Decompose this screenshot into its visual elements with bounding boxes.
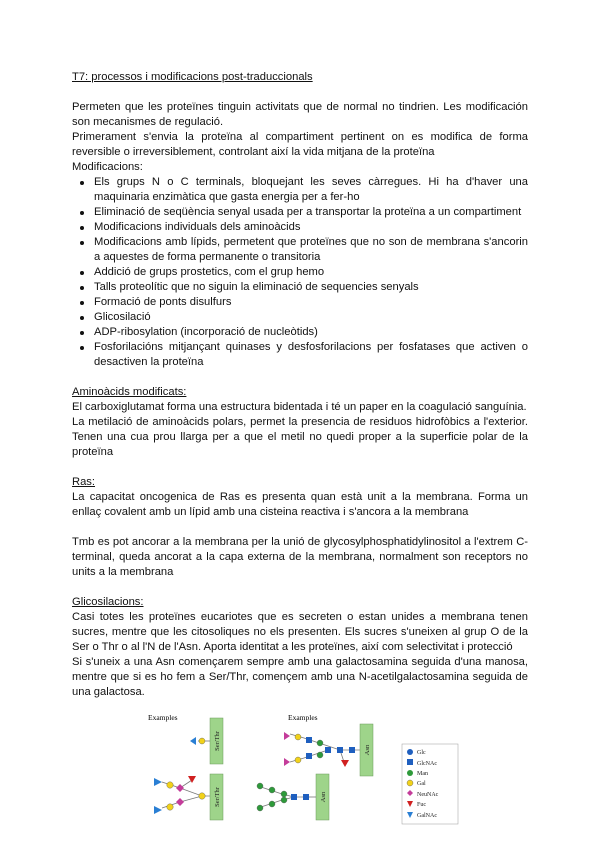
legend-label: GlcNAc (417, 761, 437, 767)
man-icon (257, 805, 263, 811)
list-item: Addició de grups prostetics, com el grup hemo (94, 265, 528, 280)
glcnac-icon (291, 794, 297, 800)
list-item: ADP-ribosylation (incorporació de nucleòtids) (94, 325, 528, 340)
modifications-label: Modificacions: (72, 161, 143, 173)
neunac-icon (284, 758, 290, 766)
gal-icon (199, 738, 205, 744)
list-item: Eliminació de seqüència senyal usada per a transportar la proteïna a un compartiment (94, 205, 528, 220)
legend-label: Glc (417, 750, 426, 756)
list-item: Fosforilacións mitjançant quinases y desfosforilacions per fosfatases que activen o desactiven la proteïna (94, 341, 528, 368)
list-item: Talls proteolític que no siguin la eliminació de sequencies senyals (94, 280, 528, 295)
aminoacids-paragraph: El carboxiglutamat forma una estructura bidentada i té un paper en la coagulació sanguínia. (72, 401, 527, 413)
list-item: Els grups N o C terminals, bloquejant les seves càrregues. Hi ha d'haver una maquinaria enzimàtica que gasta energia per a fer-ho (94, 176, 528, 203)
list-item: Modificacions amb lípids, permetent que proteïnes que no son de membrana s'ancorin a aquestes de forma permanente o transitoria (94, 236, 528, 263)
glcnac-icon (349, 747, 355, 753)
legend-label: NeuNAc (417, 792, 439, 798)
modifications-list (72, 175, 528, 370)
man-icon (317, 740, 323, 746)
list-item: Modificacions individuals dels aminoàcids (94, 220, 528, 235)
galnac-icon (190, 737, 196, 745)
glcnac-icon (303, 794, 309, 800)
neunac-icon (176, 798, 184, 806)
aminoacids-paragraph: La metilació de aminoàcids polars, permet la presencia de residuos hidrofòbics a l'exterior. Tenen una cua prou llarga per a que el metil no quedi proper a la superficie polar de la proteïna (72, 416, 528, 458)
list-item: Formació de ponts disulfurs (94, 295, 528, 310)
man-icon (269, 801, 275, 807)
glcnac-icon (337, 747, 343, 753)
glycosylation-diagram (140, 710, 470, 828)
neunac-icon (176, 784, 184, 792)
man-icon (281, 791, 287, 797)
legend-label: Man (417, 771, 428, 777)
spacer (72, 520, 528, 535)
asn-bar-label: Asn (364, 744, 371, 756)
galnac-icon (154, 778, 162, 786)
gal-icon (199, 793, 205, 799)
glicosilacions-heading: Glicosilacions: (72, 596, 144, 608)
glicosilacions-paragraph: Casi totes les proteïnes eucariotes que es secreten o estan unides a membrana tenen sucres, mentre que les citosoliques no els presenten. Els sucres s'uneixen al grup O de la Ser o Thr o al l'N de l'Asn. Aporta identitat a les proteïnes, així com selectivitat i protecció (72, 611, 528, 653)
ras-heading: Ras: (72, 476, 96, 488)
ser-thr-bar-label: Ser/Thr (214, 731, 221, 751)
list-item: Glicosilació (94, 310, 528, 325)
man-icon (269, 787, 275, 793)
man-icon (257, 783, 263, 789)
ser-thr-bar-label: Ser/Thr (214, 787, 221, 807)
document-title: T7: processos i modificacions post-traduccionals (72, 71, 313, 83)
fuc-icon (341, 760, 349, 767)
document-page (72, 70, 528, 700)
ras-paragraph: La capacitat oncogenica de Ras es presenta quan està unit a la membrana. Forma un enllaç covalent amb un lípid amb una cisteina reactiva i s'ancora a la membrana (72, 491, 528, 518)
glycosylation-figure (140, 710, 470, 828)
gal-icon (295, 757, 301, 763)
gal-icon (167, 782, 173, 788)
asn-bar-label: Asn (320, 791, 327, 803)
glcnac-icon (407, 759, 413, 765)
neunac-icon (284, 732, 290, 740)
aminoacids-heading: Aminoàcids modificats: (72, 386, 187, 398)
glycan-legend (402, 744, 458, 824)
glc-icon (407, 749, 413, 755)
gal-icon (407, 780, 413, 786)
glcnac-icon (306, 753, 312, 759)
legend-label: Gal (417, 781, 426, 787)
galnac-icon (154, 806, 162, 814)
gal-icon (167, 804, 173, 810)
examples-label-left: Examples (148, 713, 178, 722)
gal-icon (295, 734, 301, 740)
glicosilacions-paragraph: Si s'uneix a una Asn començarem sempre amb una galactosamina seguida d'una manosa, mentre que si es ho fem a Ser/Thr, començem amb una N-acetilgalactosamina seguida de una galactosa. (72, 656, 528, 698)
legend-label: GalNAc (417, 813, 437, 819)
legend-label: Fuc (417, 802, 426, 808)
ras-paragraph: Tmb es pot ancorar a la membrana per la unió de glycosylphosphatidylinositol a l'extrem C-terminal, queda ancorat a la capa externa de la membrana, normalment son receptors no units a la membrana (72, 536, 528, 578)
glcnac-icon (306, 737, 312, 743)
intro-paragraph: Primerament s'envia la proteïna al compartiment pertinent on es modifica de forma reversible o irreversiblement, controlant així la vida mitjana de la proteïna (72, 131, 528, 158)
man-icon (281, 797, 287, 803)
man-icon (407, 770, 413, 776)
man-icon (317, 752, 323, 758)
intro-paragraph: Permeten que les proteïnes tinguin activitats que de normal no tindrien. Les modificación son mecanismes de regulació. (72, 101, 528, 128)
glcnac-icon (325, 747, 331, 753)
examples-label-right: Examples (288, 713, 318, 722)
